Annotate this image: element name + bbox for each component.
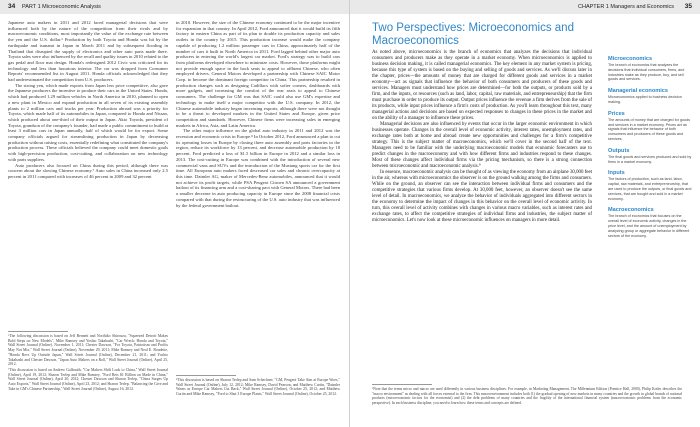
glossary-definition: Microeconomics applied to business decision making. (608, 95, 682, 104)
glossary-definition: The factors of production, such as land, labor, capital, raw materials, and entrepreneurship, that are used to produce the outputs, or final goods and services, that are bought and sold in a market economy. (608, 177, 692, 201)
footnote: ⁸This discussion is based on Sharon Terlep and Sam Schechner, "GM, Peugeot Take Aim at Europe Woes," Wall Street Journal (Online), July 12, 2012; Mike Ramsey, David Pearson, and Matthew Curtin, "Daimler Warns as Europe Car Makers Cut Back," Wall Street Journal (Online), October 25, 2012; and Matthew Curtin and Mike Ramsey, "Ford to Shut 3 Europe Plants," Wall Street Journal (Online), October 25, 2012. (176, 378, 340, 397)
paragraph: Managerial decisions are also influenced by events that occur in the larger economic environment in which businesses operate. Changes in the overall level of economic activity, interest rates, unemployment rates, and exchange rates both at home and abroad create new opportunities and challenges for a firm's competitive strategy. This is the subject matter of macroeconomics, which we'll cover in the second half of the text. Managers need to be familiar with the underlying macroeconomic models that economic forecasters use to predict changes in the macroeconomy and with how different firms and industries respond to these changes. Most of these changes affect individual firms via the pricing mechanism, so there is a strong connection between microeconomic and macroeconomic analysis.⁹ (372, 122, 592, 169)
footnote-rule (8, 331, 68, 332)
glossary-entry (608, 88, 692, 105)
right-running-head: CHAPTER 1 Managers and Economics (578, 4, 674, 10)
paragraph: in 2010. However, the size of the Chinese economy continued to be the major incentive for expansion in that country. In April 2012, Ford announced that it would build its fifth factory in eastern China as part of its plan to double its production capacity and sales outlets in the country by 2015. This production increase would make the company capable of producing 1.2 million passenger cars in China, approximately half of the number of cars it built in North America in 2011. Ford lagged behind other major auto producers in entering the world's largest car market. Ford's strategy was to build cars from platforms developed elsewhere to minimize costs. However, those platforms might not provide enough space in the back seats to appeal to affluent Chinese, who often employed drivers. General Motors developed a partnership with Chinese SAIC Motor Corp. to become the dominant foreign competitor in China. This partnership resulted in production changes such as designing Cadillacs with softer corners, dashboards with more gadgets, and increasing the comfort of the rear seats to appeal to Chinese consumers. The challenge for GM was that SAIC could also use GM's expertise and technology to make itself a major competitor with the U.S. company. In 2012, the Chinese automobile industry began increasing exports, although there were not thought to be a threat to developed markets in the United States and Europe, given price competition and standards. However, Chinese firms were increasing sales in emerging markets in Africa, Asia, and Latin America. (176, 20, 340, 128)
left-running-head: PART 1 Microeconomic Analysis (22, 4, 101, 10)
section-title: Two Perspectives: Microeconomics and Macroeconomics (372, 22, 574, 47)
paragraph: As noted above, microeconomics is the branch of economics that analyzes the decisions that individual consumers and producers make as they operate in a market economy. When microeconomics is applied to business decision making, it is called managerial economics. The key element in any market system is pricing, because this type of system is based on the buying and selling of goods and services. As we'll discuss later in the chapter, prices—the amounts of money that are charged for different goods and services in a market economy—act as signals that influence the behavior of both consumers and producers of these goods and services. Managers must understand how prices are determined—for both the outputs, or products sold by a firm, and the inputs, or resources (such as land, labor, capital, raw materials, and entrepreneurship) that the firm must purchase in order to produce its output. Output prices influence the revenue a firm derives from the sale of its products, while input prices influence a firm's costs of production. As you'll learn throughout this text, many managerial actions and decisions are based on expected responses to changes in these prices in the market and on the ability of a manager to influence these prices. (372, 50, 592, 121)
glossary-definition: The amounts of money that are charged for goods and services in a market economy. Prices act as signals that influence the behavior of both consumers and producers of these goods and services. (608, 117, 690, 141)
paragraph: The other major influence on the global auto industry in 2011 and 2012 was the recession and economic crisis in Europe.⁸ In October 2012, Ford announced a plan to cut its operating losses in Europe by closing three auto assembly and parts factories in the region, reduce its workforce by 13 percent, and decrease automobile production by 18 percent. Ford predicted a loss of $1.5 billion in Europe in 2012 and a similar loss in 2013. The cost-cutting in Europe was combined with the introduction of several new commercial vans and SUVs and the introduction of the Mustang sports car for the first time. All European auto makers faced decreased car sales and chronic overcapacity at this time. Daimler AG, maker of Mercedes-Benz automobiles, announced that it would not achieve its profit targets, while PSA Peugeot Citroen SA announced a government bailout of its financing arm and a cost-sharing pact with General Motors. There had been a smaller decrease in auto producing capacity in Europe since the 2008 financial crisis compared with that during the restructuring of the U.S. auto industry that was influenced by the federal government bailout. (176, 128, 340, 208)
glossary-term: Microeconomics (608, 56, 653, 62)
glossary-entry (608, 111, 692, 142)
glossary-term: Outputs (608, 147, 630, 154)
glossary-term: Macroeconomics (608, 207, 654, 214)
paragraph: In essence, macroeconomic analysis can be thought of as viewing the economy from an airplane 30,000 feet in the air, whereas with microeconomics the observer is on the ground walking among the firms and consumers. While on the ground, an observer can see the interaction between individual firms and consumers and the competitive strategies that various firms develop. At 30,000 feet, however, an observer doesn't see the same level of detail. In macroeconomics, we analyze the behavior of individuals aggregated into different sectors in the economy to determine the impact of changes in this behavior on the overall level of economic activity. In turn, this overall level of activity combines with changes in various macro variables, such as interest rates and exchange rates, to affect the competitive strategies of individual firms and industries, the subject matter of microeconomics. Let's now look at these microeconomic influences on managers in more detail. (372, 170, 592, 223)
left-page-number: 34 (8, 3, 16, 10)
left-column-1-footnotes (8, 334, 168, 392)
right-footnote: ⁹Note that the terms micro and macro are used differently in various business disciplines. For example, in Marketing Management, The Millennium Edition (Prentice Hall, 2000), Philip Kotler describes the "macro environment" as dealing with all forces external to the firm. This macroenvironment includes both (1) the gradual opening of new markets in many countries and the growth in global brands of national products (microeconomic factors for the economist) and (2) the debt problems of many countries and the fragility of the international financial system (macroeconomic problems from the economic perspective). In each business discipline, you need to learn how these terms and concepts are defined. (372, 387, 682, 405)
footnote-rule (372, 384, 432, 385)
paragraph: The strong yen, which made exports from Japan less price competitive, also gave the Japanese producers the incentive to produce their cars in the United States. Honda, which had produced 1.29 million vehicles in North America in 2010, planned to open a new plant in Mexico and expand production in all seven of its existing assembly plants to 2 million cars and trucks per year. Production abroad was a priority for Toyota, which made half of its automobiles in Japan, compared to Honda and Nissan, which produced about one-third of their output in Japan. Akio Toyoda, president of Toyota, grandson of the company's founder, had made a public commitment to build at least 3 million cars in Japan annually, half of which would be for export. Some company officials argued for streamlining production in Japan by decreasing production without raising costs, essentially redefining what constituted the company's production process. These officials believed the company could meet domestic goals with high-precision production, cost-cutting, and collaboration on new technology with parts suppliers. (8, 82, 168, 162)
glossary-definition: The branch of economics that focuses on the overall level of economic activity, changes in the price level, and the amount of unemployment by analyzing group or aggregate behavior in different sectors of the economy. (608, 214, 690, 238)
left-running-header (0, 0, 349, 14)
margin-glossary (608, 56, 692, 244)
glossary-entry (608, 207, 692, 238)
paragraph: Japanese auto makers in 2011 and 2012 faced managerial decisions that were influenced both by the nature of the competition from their rivals and by macroeconomic conditions, most importantly the value of the exchange rate between the yen and the U.S. dollar.⁶ Production by both Toyota and Honda was hit by the earthquake and tsunami in Japan in March 2011 and by subsequent flooding in Thailand that disrupted the supply of electronics and other auto parts made there. Toyota sales were also influenced by the recall and quality issues in 2010 related to the gas pedal and floor mat design. Honda's redesigned 2012 Civic was criticized for its technology and less than luxurious interior. The car was dropped from Consumer Reports' recommended list in August 2011. Honda officials acknowledged that they had underestimated the competition from U.S. producers. (8, 20, 168, 83)
footnote: ⁶The following discussion is based on Jeff Bennett and Norihiko Shirouzu, "Squeezed Detroit Makes Bold Steps on New Models", Mike Ramsey and Yoshio Takahashi, "Car Wreck: Honda and Toyota," Wall Street Journal (Online), November 1, 2011; Chester Dawson, "For Toyota, Patriotism and Profits May Not Mix," Wall Street Journal (Online), November 29, 2011; Mike Ramsey and Neal E. Boudette, "Honda Revs Up Outside Japan," Wall Street Journal (Online), December 21, 2011; and Yoshio Takahashi and Chester Dawson, "Japan Auto Makers on a Roll," Wall Street Journal (Online), April 25, 2012. (8, 334, 168, 367)
glossary-definition: The branch of economics that analyzes the decisions that individual consumers, firms, and industries make as they produce, buy, and sell goods and services. (608, 63, 685, 82)
glossary-term: Inputs (608, 170, 625, 177)
left-column-2-footnotes (176, 378, 340, 398)
glossary-definition: The final goods and services produced and sold by firms in a market economy. (608, 154, 692, 164)
right-running-header (350, 0, 700, 14)
right-body (372, 50, 592, 224)
glossary-entry (608, 56, 692, 82)
footnote: ⁷This discussion is based on Andrew Galbraith, "Car Makers Shift Look to China," Wall Street Journal (Online), April 19, 2012; Sharon Terlep and Mike Ramsey, "Ford Bets $1 Billion on Made in China," Wall Street Journal (Online), April 20, 2012; Chester Dawson and Sharon Terlep, "China Surges Up Auto Exports," Wall Street Journal (Online), April 23, 2012; and Sharon Terlep, "Balancing the Give and Take in GM's Chinese Partnership," Wall Street Journal (Online), August 16, 2012. (8, 367, 168, 391)
glossary-entry (608, 170, 692, 201)
glossary-entry (608, 148, 692, 165)
right-page-number: 35 (684, 3, 692, 10)
right-page (350, 0, 700, 427)
left-column-1 (8, 20, 168, 180)
left-column-2 (176, 20, 340, 208)
glossary-term: Prices (608, 110, 625, 117)
paragraph: Auto producers also focused on China during this period, although there was concern about the slowing Chinese economy.⁷ Auto sales in China increased only 2.5 percent in 2011 compared with increases of 46 percent in 2009 and 32 percent (8, 162, 168, 179)
glossary-term: Managerial economics (608, 88, 668, 95)
footnote-rule (176, 375, 236, 376)
